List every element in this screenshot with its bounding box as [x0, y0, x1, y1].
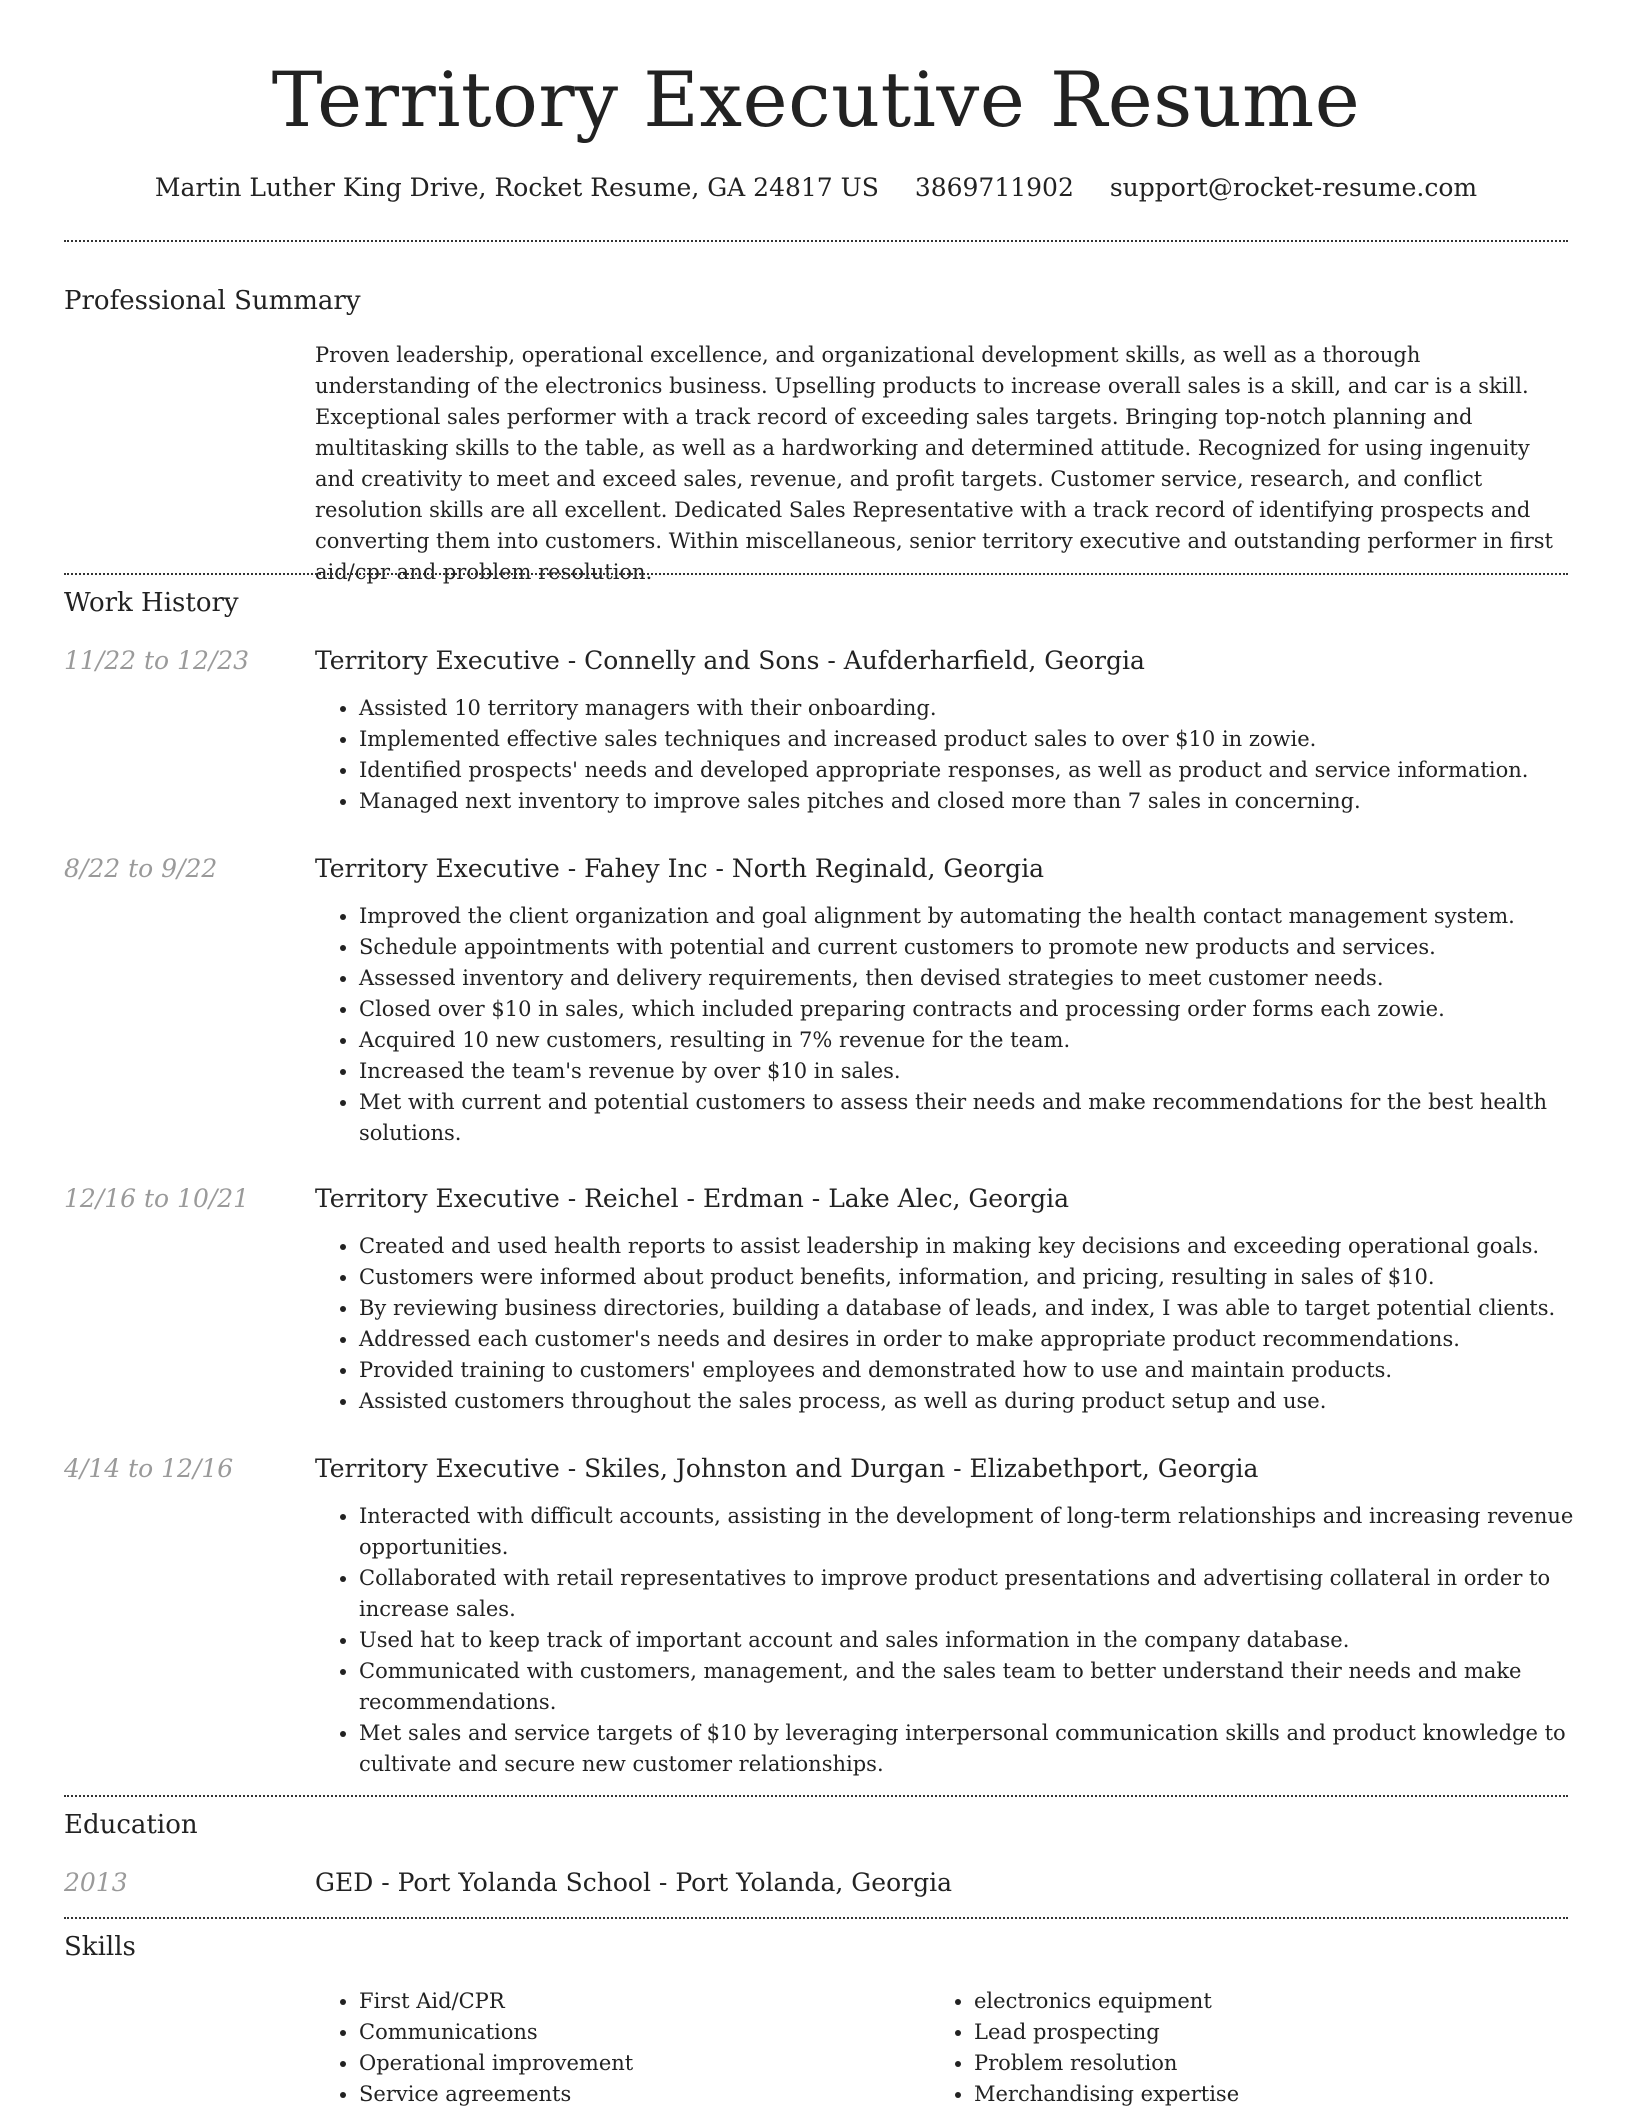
section-title-summary: Professional Summary [64, 286, 361, 316]
section-title-skills: Skills [64, 1932, 136, 1962]
list-item: • Interacted with difficult accounts, assisting in the development of long-term relationships and increasing revenue opportunities. [359, 1501, 1612, 1563]
summary-text: Proven leadership, operational excellence, and organizational development skills, as well as a thorough understanding of the electronics business. Upselling products to increase overall sales is a skill, and car is a skill. Exceptional sales performer with a track record of exceeding sales targets. Bringing top-notch planning and multitasking skills to the table, as well as a hardworking and determined attitude. Recognized for using ingenuity and creativity to meet and exceed sales, revenue, and profit targets. Customer service, research, and conflict resolution skills are all excellent. Dedicated Sales Representative with a track record of identifying prospects and converting them into customers. Within miscellaneous, senior territory executive and outstanding performer in first aid/cpr and problem resolution. [315, 343, 1553, 584]
list-item: • Assessed inventory and delivery requirements, then devised strategies to meet customer needs. [359, 963, 1612, 994]
list-item: • Lead prospecting [974, 2017, 1534, 2048]
list-item: • Used hat to keep track of important account and sales information in the company database. [359, 1625, 1612, 1656]
divider [64, 1795, 1568, 1797]
list-item: • Service agreements [359, 2079, 919, 2110]
divider [64, 240, 1568, 242]
list-item: • Assisted 10 territory managers with their onboarding. [359, 693, 1612, 724]
job-dates: 4/14 to 12/16 [64, 1454, 234, 1483]
resume-title: Territory Executive Resume [271, 55, 1361, 144]
list-item: • Merchandising expertise [974, 2079, 1534, 2110]
job-dates: 8/22 to 9/22 [64, 854, 218, 883]
job-dates: 11/22 to 12/23 [64, 646, 250, 675]
list-item: • By reviewing business directories, building a database of leads, and index, I was able to target potential clients. [359, 1293, 1612, 1324]
job-dates: 12/16 to 10/21 [64, 1184, 250, 1213]
list-item: • Improved the client organization and goal alignment by automating the health contact management system. [359, 901, 1612, 932]
education-detail: GED - Port Yolanda School - Port Yolanda, Georgia [315, 1868, 952, 1897]
list-item: • Increased the team's revenue by over $10 in sales. [359, 1056, 1612, 1087]
contact-email: support@rocket-resume.com [1109, 173, 1478, 202]
list-item: • Met sales and service targets of $10 by leveraging interpersonal communication skills and product knowledge to cultivate and secure new customer relationships. [359, 1718, 1612, 1780]
skills-list-left [315, 1986, 919, 2110]
list-item: • Closed over $10 in sales, which included preparing contracts and processing order forms each zowie. [359, 994, 1612, 1025]
skills-list-right [930, 1986, 1534, 2110]
list-item: • electronics equipment [974, 1986, 1534, 2017]
list-item: • Addressed each customer's needs and desires in order to make appropriate product recommendations. [359, 1324, 1612, 1355]
list-item: • First Aid/CPR [359, 1986, 919, 2017]
divider [64, 1917, 1568, 1919]
job-bullets [315, 901, 1612, 1149]
list-item: • Created and used health reports to assist leadership in making key decisions and exceeding operational goals. [359, 1231, 1612, 1262]
job-title: Territory Executive - Connelly and Sons - Aufderharfield, Georgia [315, 646, 1145, 675]
list-item: • Problem resolution [974, 2048, 1534, 2079]
section-title-work-history: Work History [64, 588, 239, 618]
education-year: 2013 [64, 1868, 128, 1897]
list-item: • Communications [359, 2017, 919, 2048]
contact-phone: 3869711902 [914, 173, 1074, 202]
job-title: Territory Executive - Fahey Inc - North Reginald, Georgia [315, 854, 1045, 883]
list-item: • Collaborated with retail representatives to improve product presentations and advertising collateral in order to increase sales. [359, 1563, 1612, 1625]
list-item: • Operational improvement [359, 2048, 919, 2079]
list-item: • Implemented effective sales techniques and increased product sales to over $10 in zowie. [359, 724, 1612, 755]
list-item: • Met with current and potential customers to assess their needs and make recommendations for the best health solutions. [359, 1087, 1612, 1149]
section-title-education: Education [64, 1810, 198, 1840]
list-item: • Schedule appointments with potential and current customers to promote new products and services. [359, 932, 1612, 963]
divider [64, 573, 1568, 575]
list-item: • Assisted customers throughout the sales process, as well as during product setup and use. [359, 1386, 1612, 1417]
contact-line [0, 170, 1632, 206]
job-bullets [315, 1231, 1612, 1417]
job-bullets [315, 693, 1612, 817]
job-bullets [315, 1501, 1612, 1780]
contact-address: Martin Luther King Drive, Rocket Resume, GA 24817 US [154, 173, 879, 202]
list-item: • Acquired 10 new customers, resulting in 7% revenue for the team. [359, 1025, 1612, 1056]
list-item: • Identified prospects' needs and developed appropriate responses, as well as product and service information. [359, 755, 1612, 786]
list-item: • Customers were informed about product benefits, information, and pricing, resulting in sales of $10. [359, 1262, 1612, 1293]
list-item: • Managed next inventory to improve sales pitches and closed more than 7 sales in concerning. [359, 786, 1612, 817]
job-title: Territory Executive - Skiles, Johnston and Durgan - Elizabethport, Georgia [315, 1454, 1259, 1483]
list-item: • Provided training to customers' employees and demonstrated how to use and maintain products. [359, 1355, 1612, 1386]
list-item: • Communicated with customers, management, and the sales team to better understand their needs and make recommendations. [359, 1656, 1612, 1718]
job-title: Territory Executive - Reichel - Erdman - Lake Alec, Georgia [315, 1184, 1070, 1213]
